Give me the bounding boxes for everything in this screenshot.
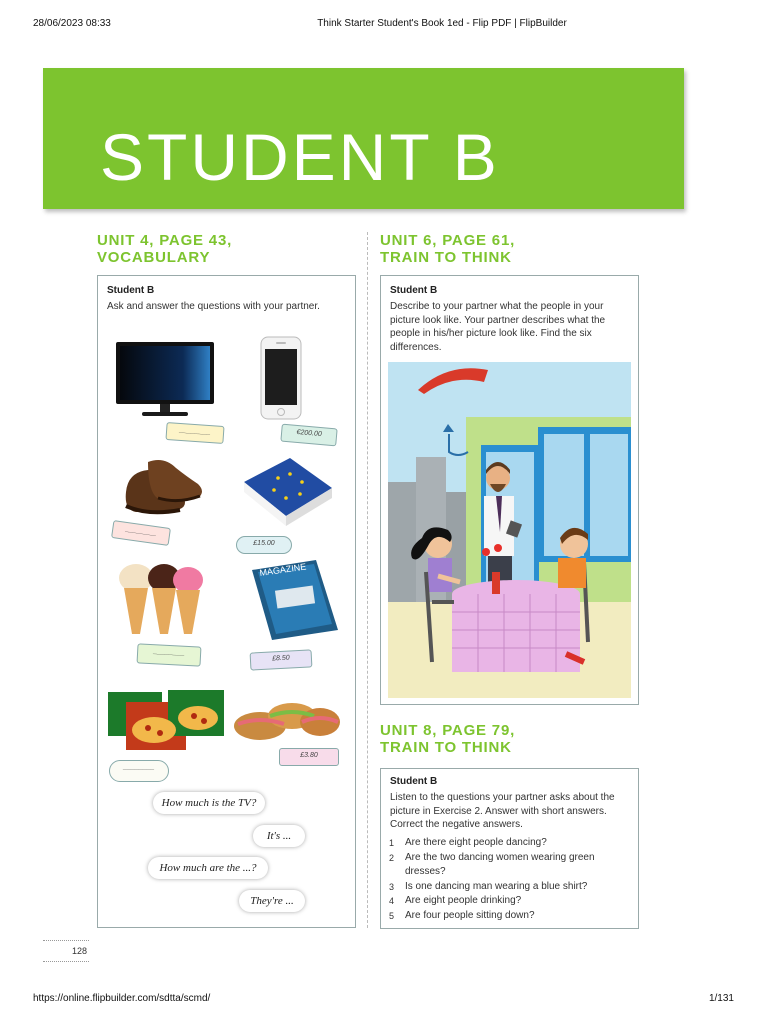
page-number: 128: [71, 946, 87, 956]
tv-image: [114, 340, 216, 420]
pizza-price-tag-blank: ________: [109, 760, 169, 782]
vocabulary-instruction: Ask and answer the questions with your partner.: [107, 301, 320, 312]
print-page-title: Think Starter Student's Book 1ed - Flip PDF | FlipBuilder: [317, 18, 567, 29]
list-item: 5 Are four people sitting down?: [389, 909, 535, 921]
column-divider: [367, 232, 368, 928]
shoes-image: [118, 446, 208, 524]
panel1-instruction: Describe to your partner what the people in your picture look like. Your partner describes what the people in his/her picture look like. Find the six differences.: [390, 301, 606, 353]
magazine-image: [250, 558, 340, 642]
sandwich-price-tag: £3.80: [279, 748, 339, 766]
speech-bubble-answer-2: They're ...: [239, 890, 305, 912]
list-item: 1 Are there eight people dancing?: [389, 837, 547, 848]
speech-bubble-question-1: How much is the TV?: [153, 792, 265, 814]
book-image: [238, 452, 336, 532]
print-datetime: 28/06/2023 08:33: [33, 18, 111, 29]
ice-cream-image: [114, 560, 206, 636]
tv-price-tag-blank: ________: [165, 422, 224, 444]
list-item: 4 Are eight people drinking?: [389, 895, 522, 906]
panel2-title: Student B: [390, 776, 438, 787]
smartphone-image: [259, 335, 305, 423]
unit6-heading-line1: UNIT 6, PAGE 61,: [380, 232, 516, 249]
question-list: [389, 836, 629, 923]
list-item: 3 Is one dancing man wearing a blue shirt?: [389, 880, 588, 892]
speech-bubble-question-2: How much are the ...?: [148, 857, 268, 879]
unit8-heading-line2: TRAIN TO THINK: [380, 739, 512, 756]
restaurant-illustration: [388, 362, 631, 698]
book-price-tag: £15.00: [236, 536, 292, 554]
shoes-price-tag-blank: ________: [111, 520, 171, 546]
unit8-heading: [380, 722, 515, 756]
unit4-heading-line2: VOCABULARY: [97, 249, 211, 266]
vocabulary-panel-title: Student B: [107, 285, 155, 296]
print-url[interactable]: https://online.flipbuilder.com/sdtta/scmd/: [33, 993, 211, 1004]
banner-title: STUDENT B: [100, 120, 500, 194]
magazine-price-tag: £8.50: [250, 649, 313, 670]
speech-bubble-answer-1: It's ...: [253, 825, 305, 847]
unit8-heading-line1: UNIT 8, PAGE 79,: [380, 722, 516, 739]
unit4-heading: [97, 232, 232, 266]
magazine-cover-text: MAGAZINE: [258, 561, 307, 578]
unit4-heading-line1: UNIT 4, PAGE 43,: [97, 232, 233, 249]
phone-price-tag: €200.00: [280, 424, 337, 447]
student-b-banner: [43, 68, 684, 209]
panel1-title: Student B: [390, 285, 438, 296]
pizza-image: [106, 688, 226, 756]
sandwich-image: [232, 694, 342, 748]
list-item: 2 Are the two dancing women wearing green dresses?: [389, 851, 595, 877]
page-number-box: [43, 940, 89, 962]
ice-cream-price-tag-blank: ________: [137, 643, 202, 666]
unit6-heading-line2: TRAIN TO THINK: [380, 249, 512, 266]
panel2-instruction: Listen to the questions your partner asks about the picture in Exercise 2. Answer with short answers. Correct the negative answers.: [390, 792, 615, 830]
unit6-heading: [380, 232, 515, 266]
print-page-count: 1/131: [708, 993, 734, 1004]
